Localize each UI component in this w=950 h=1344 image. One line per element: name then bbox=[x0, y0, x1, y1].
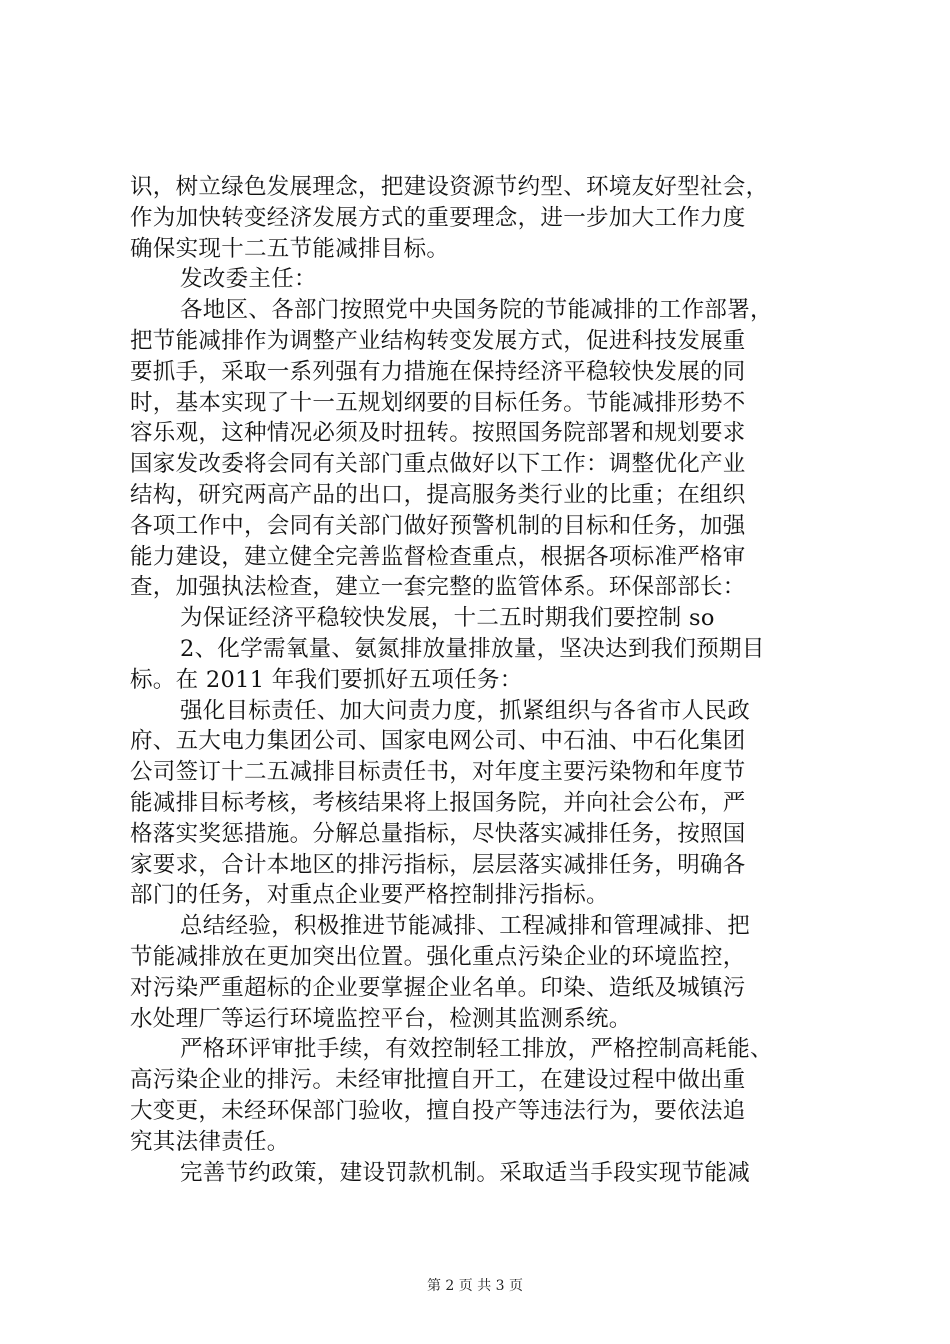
text-line: 时，基本实现了十一五规划纲要的目标任务。节能减排形势不 bbox=[130, 389, 746, 416]
text-line: 能力建设，建立健全完善监督检查重点，根据各项标准严格审 bbox=[130, 543, 746, 570]
text-line: 识，树立绿色发展理念，把建设资源节约型、环境友好型社会， bbox=[130, 174, 769, 200]
text-line: 容乐观，这种情况必须及时扭转。按照国务院部署和规划要求 bbox=[130, 420, 746, 447]
text-line: 作为加快转变经济发展方式的重要理念，进一步加大工作力度 bbox=[130, 204, 746, 231]
text-line: 查，加强执法检查，建立一套完整的监管体系。环保部部长： bbox=[130, 574, 746, 601]
text-line: 2、化学需氧量、氨氮排放量排放量，坚决达到我们预期目 bbox=[180, 635, 765, 662]
document-body bbox=[130, 172, 830, 1188]
text-line: 确保实现十二五节能减排目标。 bbox=[130, 235, 450, 262]
text-line: 究其法律责任。 bbox=[130, 1128, 290, 1155]
text-line: 节能减排放在更加突出位置。强化重点污染企业的环境监控， bbox=[130, 943, 746, 970]
text-line: 高污染企业的排污。未经审批擅自开工，在建设过程中做出重 bbox=[130, 1067, 746, 1094]
text-line: 各地区、各部门按照党中央国务院的节能减排的工作部署， bbox=[180, 297, 773, 324]
text-line: 发改委主任： bbox=[180, 266, 317, 293]
text-line: 严格环评审批手续，有效控制轻工排放，严格控制高耗能、 bbox=[180, 1036, 773, 1063]
text-line: 为保证经济平稳较快发展，十二五时期我们要控制 so bbox=[180, 605, 715, 632]
text-line: 把节能减排作为调整产业结构转变发展方式，促进科技发展重 bbox=[130, 327, 746, 354]
text-line: 强化目标责任、加大问责力度，抓紧组织与各省市人民政 bbox=[180, 697, 751, 724]
text-line: 各项工作中，会同有关部门做好预警机制的目标和任务，加强 bbox=[130, 512, 746, 539]
text-line: 标。在 2011 年我们要抓好五项任务： bbox=[130, 666, 523, 693]
text-line: 结构，研究两高产品的出口，提高服务类行业的比重；在组织 bbox=[130, 481, 746, 508]
text-line: 要抓手，采取一系列强有力措施在保持经济平稳较快发展的同 bbox=[130, 358, 746, 385]
text-line: 总结经验，积极推进节能减排、工程减排和管理减排、把 bbox=[180, 913, 751, 940]
text-line: 能减排目标考核，考核结果将上报国务院，并向社会公布，严 bbox=[130, 789, 746, 816]
text-line: 国家发改委将会同有关部门重点做好以下工作：调整优化产业 bbox=[130, 451, 746, 478]
page-footer: 第 2 页 共 3 页 bbox=[426, 1278, 524, 1294]
text-line: 格落实奖惩措施。分解总量指标，尽快落实减排任务，按照国 bbox=[130, 820, 746, 847]
text-line: 水处理厂等运行环境监控平台，检测其监测系统。 bbox=[130, 1005, 632, 1032]
text-line: 家要求，合计本地区的排污指标，层层落实减排任务，明确各 bbox=[130, 851, 746, 878]
text-line: 对污染严重超标的企业要掌握企业名单。印染、造纸及城镇污 bbox=[130, 974, 746, 1001]
text-line: 公司签订十二五减排目标责任书，对年度主要污染物和年度节 bbox=[130, 759, 746, 786]
text-line: 大变更，未经环保部门验收，擅自投产等违法行为，要依法追 bbox=[130, 1097, 746, 1124]
text-line: 府、五大电力集团公司、国家电网公司、中石油、中石化集团 bbox=[130, 728, 746, 755]
text-line: 完善节约政策，建设罚款机制。采取适当手段实现节能减 bbox=[180, 1159, 751, 1186]
text-line: 部门的任务，对重点企业要严格控制排污指标。 bbox=[130, 882, 609, 909]
